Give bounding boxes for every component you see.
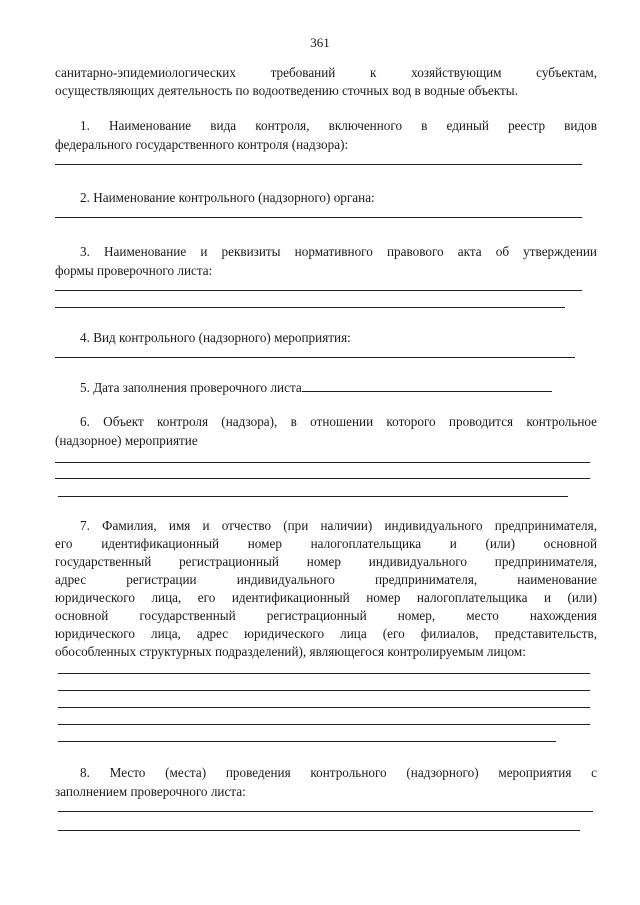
item-8-fill-line-1[interactable] bbox=[58, 811, 593, 812]
item-7-line-2: его идентификационный номер налогоплательщика и (или) основной bbox=[55, 536, 597, 551]
item-4-line-1: 4. Вид контрольного (надзорного) мероприятия: bbox=[80, 330, 351, 345]
item-5-line-1 bbox=[55, 379, 597, 398]
item-5-date-fill-line[interactable] bbox=[302, 379, 552, 392]
item-3-fill-line-2[interactable] bbox=[55, 307, 565, 308]
item-6-fill-line-3[interactable] bbox=[58, 496, 568, 497]
item-7-fill-line-3[interactable] bbox=[58, 707, 590, 708]
item-7-line-6: основной государственный регистрационный номер, место нахождения bbox=[55, 608, 597, 623]
item-3-line-1: 3. Наименование и реквизиты нормативного правового акта об утверждении bbox=[80, 244, 597, 259]
item-6-line-1: 6. Объект контроля (надзора), в отношении которого проводится контрольное bbox=[80, 414, 597, 429]
item-4-fill-line[interactable] bbox=[55, 357, 575, 358]
item-7-line-1: 7. Фамилия, имя и отчество (при наличии) индивидуального предпринимателя, bbox=[80, 518, 597, 533]
item-6-fill-line-1[interactable] bbox=[55, 462, 590, 463]
item-1-line-2: федерального государственного контроля (надзора): bbox=[55, 137, 349, 152]
item-7-fill-line-2[interactable] bbox=[58, 690, 590, 691]
item-7-line-4: адрес регистрации индивидуального предпринимателя, наименование bbox=[55, 572, 597, 587]
item-1-line-1: 1. Наименование вида контроля, включенного в единый реестр видов bbox=[80, 118, 597, 133]
item-5-label: 5. Дата заполнения проверочного листа bbox=[80, 380, 302, 395]
item-2-fill-line[interactable] bbox=[55, 217, 582, 218]
item-6-fill-line-2[interactable] bbox=[55, 478, 590, 479]
item-6-line-2: (надзорное) мероприятие bbox=[55, 433, 198, 448]
item-7-fill-line-1[interactable] bbox=[58, 673, 590, 674]
item-7-line-8: обособленных структурных подразделений), являющегося контролируемым лицом: bbox=[55, 644, 526, 659]
item-7-fill-line-5[interactable] bbox=[58, 741, 556, 742]
item-7-line-7: юридического лица, адрес юридического лица (его филиалов, представительств, bbox=[55, 626, 597, 641]
item-7-fill-line-4[interactable] bbox=[58, 724, 590, 725]
page-number: 361 bbox=[310, 35, 330, 50]
item-1-fill-line[interactable] bbox=[55, 164, 582, 165]
item-3-line-2: формы проверочного листа: bbox=[55, 263, 213, 278]
item-2-line-1: 2. Наименование контрольного (надзорного) органа: bbox=[80, 190, 375, 205]
intro-line-1: санитарно-эпидемиологических требований к хозяйствующим субъектам, bbox=[55, 65, 597, 80]
item-7-line-5: юридического лица, его идентификационный номер налогоплательщика и (или) bbox=[55, 590, 597, 605]
item-3-fill-line-1[interactable] bbox=[55, 290, 582, 291]
item-8-fill-line-2[interactable] bbox=[58, 830, 580, 831]
item-7-line-3: государственный регистрационный номер индивидуального предпринимателя, bbox=[55, 554, 597, 569]
item-8-line-2: заполнением проверочного листа: bbox=[55, 784, 246, 799]
item-8-line-1: 8. Место (места) проведения контрольного (надзорного) мероприятия с bbox=[80, 765, 597, 780]
intro-line-2: осуществляющих деятельность по водоотведению сточных вод в водные объекты. bbox=[55, 83, 518, 98]
